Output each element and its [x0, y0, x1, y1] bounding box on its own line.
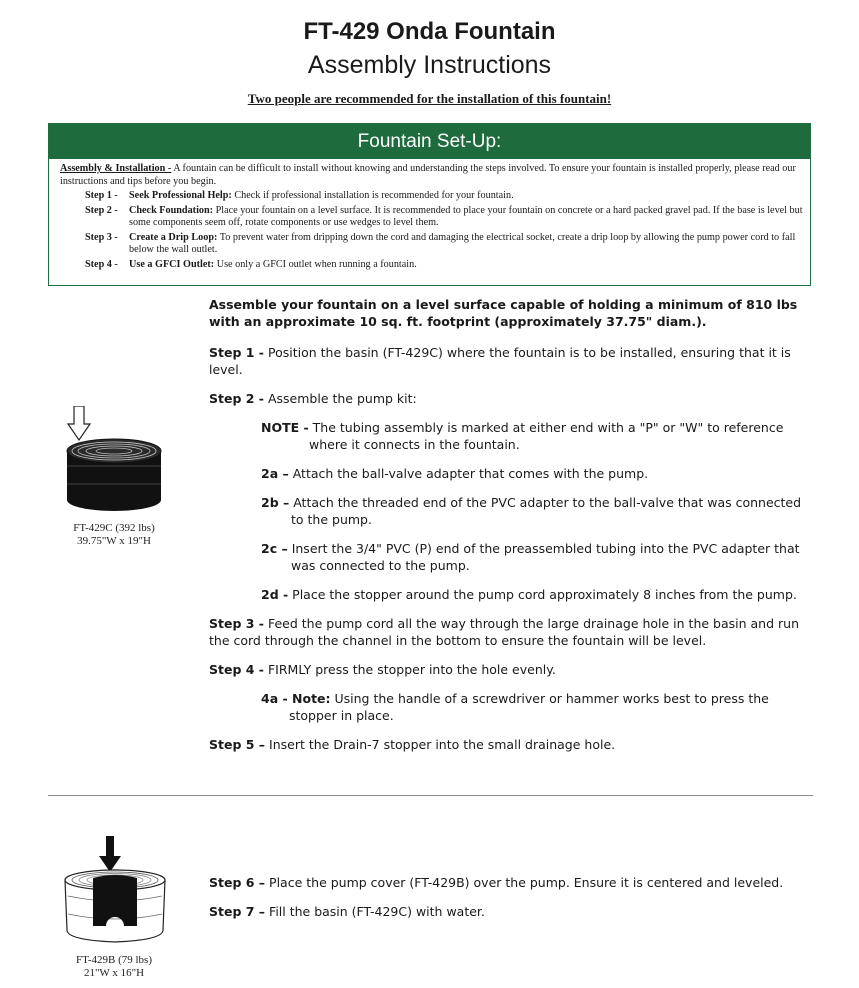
intro-text: A fountain can be difficult to install without knowing and understanding the steps involved. To ensure your fountain is installed properly, please read our instructions and tips before you begin.	[60, 163, 796, 187]
page-subtitle: Assembly Instructions	[307, 51, 552, 79]
pump-cover-illustration	[62, 836, 168, 946]
basin-caption-size: 39.75"W x 19"H	[77, 535, 151, 547]
step-text: Place the pump cover (FT-429B) over the pump. Ensure it is centered and leveled.	[265, 875, 784, 890]
step-label: Step 1 -	[209, 345, 264, 360]
setup-step-text	[129, 190, 514, 203]
step-label: NOTE -	[261, 420, 309, 435]
step-text: FIRMLY press the stopper into the hole evenly.	[264, 662, 556, 677]
setup-step-title: Seek Professional Help:	[129, 190, 232, 201]
setup-step-number: Step 3 -	[85, 231, 118, 243]
down-arrow-icon	[99, 836, 121, 872]
step-text: Assemble the pump kit:	[264, 391, 417, 406]
setup-step-desc: Use only a GFCI outlet when running a fountain.	[214, 258, 417, 270]
basin-illustration	[62, 406, 166, 514]
setup-step	[85, 205, 804, 230]
page-title: FT-429 Onda Fountain	[303, 18, 556, 45]
step-text: The tubing assembly is marked at either end with a "P" or "W" to reference where it connects in the fountain.	[308, 420, 784, 452]
assembly-step-4a	[261, 690, 814, 724]
step-label: 2a –	[261, 466, 289, 481]
pump-cover-caption	[54, 954, 174, 980]
assembly-steps-final	[209, 874, 814, 932]
setup-step-number: Step 4 -	[85, 258, 118, 270]
step-label: Step 7 –	[209, 904, 266, 919]
step-text: Feed the pump cord all the way through the large drainage hole in the basin and run the cord through the channel in the bottom to ensure the fountain will be level.	[209, 616, 799, 648]
step-text: Place the stopper around the pump cord approximately 8 inches from the pump.	[288, 587, 797, 602]
step-label: 4a - Note:	[261, 691, 331, 706]
assembly-step-3	[209, 615, 814, 649]
step-label: Step 5 –	[209, 737, 266, 752]
setup-step-title: Create a Drip Loop:	[129, 231, 218, 243]
setup-step-number: Step 2 -	[85, 204, 118, 216]
assembly-step-2c	[261, 540, 814, 574]
setup-step-number: Step 1 -	[85, 190, 118, 201]
setup-intro	[60, 163, 804, 188]
setup-step-desc: Place your fountain on a level surface. It is recommended to place your fountain on concrete or a hard packed gravel pad. If the base is level but some components seem off, rotate components or use wedges to level them.	[129, 204, 803, 228]
setup-step-title: Use a GFCI Outlet:	[129, 258, 215, 270]
assembly-step-7	[209, 903, 814, 920]
setup-step-desc: Check if professional installation is recommended for your fountain.	[231, 190, 514, 201]
setup-step	[85, 259, 804, 272]
basin-caption	[54, 522, 174, 548]
step-text: Insert the 3/4" PVC (P) end of the preassembled tubing into the PVC adapter that was connected to the pump.	[287, 541, 800, 573]
step-label: Step 2 -	[209, 391, 264, 406]
pump-cover-caption-model: FT-429B (79 lbs)	[76, 954, 152, 966]
step-label: Step 3 -	[209, 616, 264, 631]
down-arrow-icon	[68, 406, 90, 440]
setup-step	[85, 190, 804, 203]
step-label: 2d -	[261, 587, 289, 602]
assembly-step-2d	[261, 586, 814, 603]
step-text: Attach the threaded end of the PVC adapter to the ball-valve that was connected to the pump.	[289, 495, 802, 527]
assembly-steps	[209, 296, 814, 765]
step-text: Fill the basin (FT-429C) with water.	[265, 904, 485, 919]
section-divider	[48, 795, 813, 796]
pump-cover-caption-size: 21"W x 16"H	[83, 967, 145, 979]
setup-heading: Fountain Set-Up:	[49, 124, 810, 159]
assembly-step-4	[209, 661, 814, 678]
installation-notice: Two people are recommended for the installation of this fountain!	[247, 91, 612, 106]
step-text: Attach the ball-valve adapter that comes with the pump.	[288, 466, 649, 481]
step-label: 2c –	[261, 541, 288, 556]
step-label: 2b –	[261, 495, 290, 510]
assembly-step-2a	[261, 465, 814, 482]
step-text: Position the basin (FT-429C) where the fountain is to be installed, ensuring that it is level.	[209, 345, 791, 377]
assembly-step-2b	[261, 494, 814, 528]
setup-body	[49, 159, 810, 271]
intro-label: Assembly & Installation -	[60, 163, 172, 174]
setup-step-text	[129, 205, 804, 230]
setup-step-text	[129, 259, 417, 272]
assembly-lead: Assemble your fountain on a level surface capable of holding a minimum of 810 lbs with an approximate 10 sq. ft. footprint (approximately 37.75" diam.).	[209, 297, 798, 329]
setup-step-title: Check Foundation:	[129, 204, 214, 216]
step-label: Step 6 –	[209, 875, 266, 890]
assembly-note	[261, 419, 814, 453]
step-text: Insert the Drain-7 stopper into the small drainage hole.	[265, 737, 616, 752]
setup-step	[85, 232, 804, 257]
setup-step-desc: To prevent water from dripping down the cord and damaging the electrical socket, create a drip loop by allowing the pump power cord to fall below the wall outlet.	[129, 231, 796, 255]
step-label: Step 4 -	[209, 662, 264, 677]
basin-caption-model: FT-429C (392 lbs)	[73, 522, 155, 534]
assembly-step-2	[209, 390, 814, 407]
step-text: Using the handle of a screwdriver or hammer works best to press the stopper in place.	[289, 691, 769, 723]
setup-step-text	[129, 232, 804, 257]
assembly-step-6	[209, 874, 814, 891]
assembly-step-1	[209, 344, 814, 378]
assembly-step-5	[209, 736, 814, 753]
setup-box	[48, 123, 811, 286]
